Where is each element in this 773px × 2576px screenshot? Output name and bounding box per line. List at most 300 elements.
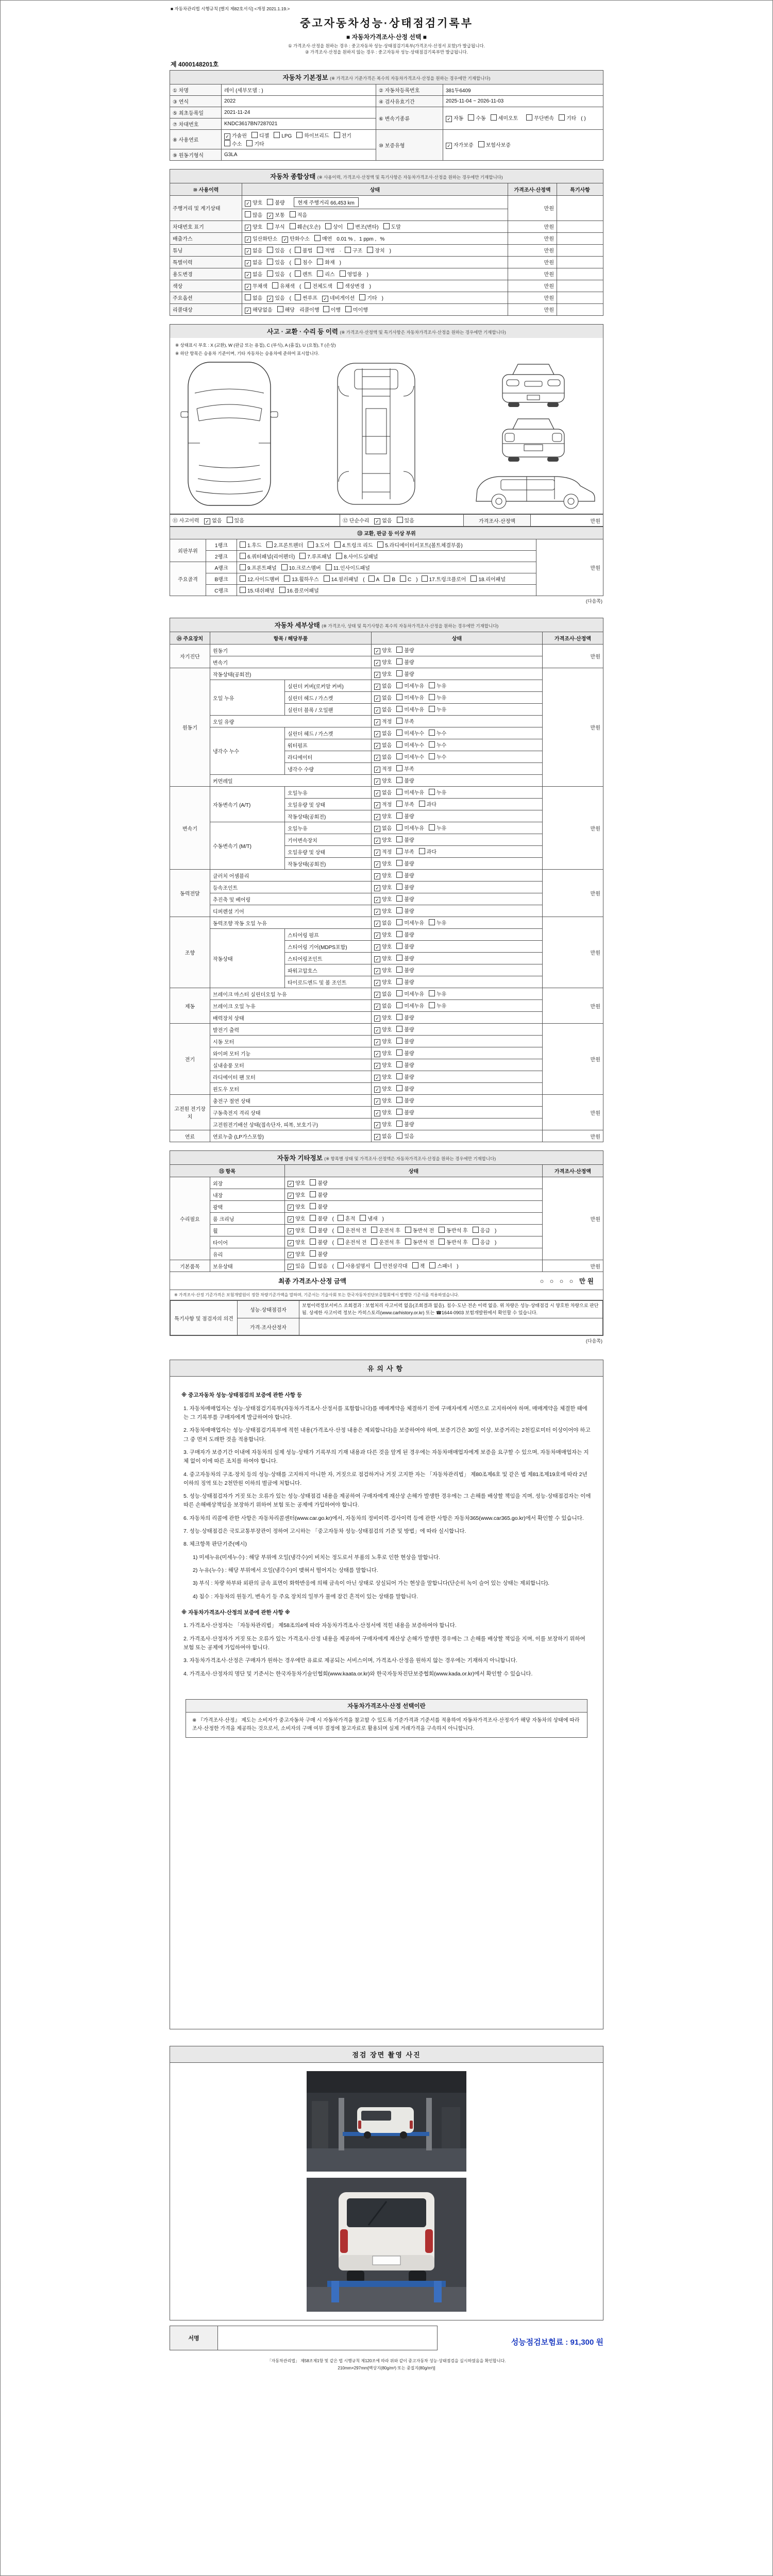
checkbox-option[interactable] — [396, 693, 424, 701]
checkbox-option[interactable] — [396, 1073, 414, 1080]
checkbox-option[interactable] — [338, 1238, 366, 1246]
checkbox-icon[interactable] — [396, 718, 402, 724]
checkbox-option[interactable] — [317, 246, 334, 254]
checkbox-option[interactable] — [267, 223, 284, 230]
checkbox-option[interactable] — [340, 270, 362, 278]
checkbox-option[interactable] — [374, 824, 392, 832]
checkbox-option[interactable] — [374, 1013, 392, 1022]
checkbox-icon[interactable] — [367, 247, 373, 253]
checkbox-option[interactable] — [429, 682, 446, 689]
checkbox-icon[interactable] — [396, 836, 402, 842]
checkbox-option[interactable] — [405, 1226, 434, 1234]
checkbox-option[interactable] — [374, 930, 392, 939]
checkbox-icon[interactable]: ✓ — [374, 696, 380, 702]
checkbox-icon[interactable]: ✓ — [374, 897, 380, 903]
checkbox-option[interactable] — [347, 223, 378, 230]
checkbox-icon[interactable]: ✓ — [374, 956, 380, 962]
checkbox-option[interactable] — [374, 1108, 392, 1116]
checkbox-icon[interactable] — [396, 1014, 402, 1020]
checkbox-option[interactable] — [266, 541, 304, 549]
checkbox-option[interactable] — [429, 705, 446, 713]
checkbox-icon[interactable]: ✓ — [374, 1063, 380, 1069]
checkbox-icon[interactable] — [325, 223, 331, 229]
checkbox-option[interactable] — [337, 282, 365, 290]
checkbox-icon[interactable] — [296, 132, 303, 138]
checkbox-icon[interactable] — [396, 919, 402, 925]
checkbox-icon[interactable]: ✓ — [374, 921, 380, 927]
checkbox-icon[interactable] — [240, 587, 246, 593]
checkbox-option[interactable] — [396, 1025, 414, 1033]
checkbox-option[interactable] — [396, 1049, 414, 1057]
checkbox-icon[interactable] — [246, 140, 253, 146]
checkbox-option[interactable] — [288, 1226, 305, 1234]
checkbox-icon[interactable] — [473, 1239, 479, 1245]
checkbox-icon[interactable]: ✓ — [245, 225, 251, 231]
checkbox-option[interactable] — [396, 966, 414, 974]
checkbox-icon[interactable] — [470, 575, 477, 582]
checkbox-option[interactable] — [396, 871, 414, 879]
checkbox-option[interactable] — [374, 859, 392, 868]
checkbox-option[interactable] — [374, 1096, 392, 1105]
checkbox-option[interactable] — [240, 586, 275, 594]
checkbox-option[interactable] — [267, 246, 284, 254]
checkbox-icon[interactable] — [290, 211, 296, 217]
checkbox-icon[interactable]: ✓ — [374, 944, 380, 951]
checkbox-option[interactable] — [446, 141, 474, 149]
checkbox-option[interactable] — [308, 541, 330, 549]
checkbox-option[interactable] — [429, 753, 446, 760]
checkbox-option[interactable] — [374, 516, 392, 524]
checkbox-icon[interactable] — [245, 211, 251, 217]
checkbox-icon[interactable]: ✓ — [374, 873, 380, 879]
checkbox-option[interactable] — [245, 282, 267, 290]
checkbox-icon[interactable] — [384, 575, 390, 582]
checkbox-option[interactable] — [267, 270, 284, 278]
checkbox-icon[interactable]: ✓ — [374, 909, 380, 915]
checkbox-icon[interactable] — [396, 741, 402, 748]
checkbox-icon[interactable] — [429, 919, 435, 925]
checkbox-icon[interactable] — [468, 114, 474, 121]
checkbox-option[interactable] — [310, 1250, 327, 1258]
checkbox-icon[interactable]: ✓ — [374, 1122, 380, 1128]
checkbox-icon[interactable] — [396, 1061, 402, 1067]
checkbox-option[interactable] — [429, 1002, 446, 1009]
checkbox-icon[interactable]: ✓ — [374, 980, 380, 986]
checkbox-icon[interactable] — [227, 517, 233, 523]
checkbox-icon[interactable] — [317, 247, 323, 253]
checkbox-option[interactable] — [323, 306, 341, 313]
checkbox-icon[interactable]: ✓ — [288, 1181, 294, 1187]
checkbox-option[interactable] — [429, 729, 446, 737]
checkbox-icon[interactable] — [338, 1239, 344, 1245]
checkbox-icon[interactable] — [396, 1002, 402, 1008]
checkbox-option[interactable] — [267, 198, 284, 206]
checkbox-option[interactable] — [374, 871, 392, 879]
checkbox-option[interactable] — [305, 282, 332, 290]
checkbox-option[interactable] — [375, 1262, 407, 1269]
checkbox-icon[interactable]: ✓ — [446, 116, 452, 122]
checkbox-icon[interactable] — [396, 730, 402, 736]
checkbox-option[interactable] — [396, 717, 414, 725]
checkbox-option[interactable] — [204, 516, 222, 524]
checkbox-option[interactable] — [267, 294, 284, 302]
checkbox-option[interactable] — [470, 575, 506, 583]
checkbox-icon[interactable] — [272, 282, 278, 289]
checkbox-option[interactable] — [288, 1250, 305, 1258]
checkbox-icon[interactable] — [310, 1179, 316, 1185]
checkbox-option[interactable] — [374, 848, 392, 856]
checkbox-icon[interactable]: ✓ — [288, 1193, 294, 1199]
checkbox-icon[interactable] — [396, 860, 402, 866]
checkbox-icon[interactable]: ✓ — [374, 731, 380, 737]
checkbox-option[interactable] — [374, 1061, 392, 1069]
checkbox-icon[interactable] — [429, 730, 435, 736]
checkbox-icon[interactable] — [396, 812, 402, 819]
checkbox-option[interactable] — [345, 246, 362, 254]
checkbox-icon[interactable]: ✓ — [267, 296, 273, 302]
checkbox-option[interactable] — [374, 776, 392, 785]
checkbox-option[interactable] — [227, 516, 244, 524]
checkbox-option[interactable] — [295, 294, 317, 301]
checkbox-icon[interactable]: ✓ — [374, 1027, 380, 1033]
checkbox-option[interactable] — [429, 824, 446, 832]
checkbox-option[interactable] — [371, 1226, 400, 1234]
checkbox-option[interactable] — [396, 1120, 414, 1128]
checkbox-option[interactable] — [246, 140, 264, 147]
checkbox-option[interactable] — [468, 114, 485, 122]
checkbox-icon[interactable]: ✓ — [374, 968, 380, 974]
checkbox-icon[interactable] — [412, 1262, 418, 1268]
checkbox-option[interactable] — [429, 990, 446, 997]
checkbox-option[interactable] — [396, 883, 414, 891]
checkbox-icon[interactable] — [396, 967, 402, 973]
checkbox-option[interactable] — [360, 1214, 377, 1222]
checkbox-option[interactable] — [374, 682, 392, 690]
checkbox-option[interactable] — [429, 919, 446, 926]
checkbox-icon[interactable] — [295, 270, 301, 277]
checkbox-option[interactable] — [374, 741, 392, 749]
checkbox-icon[interactable]: ✓ — [245, 236, 251, 243]
checkbox-icon[interactable] — [240, 575, 246, 582]
checkbox-option[interactable] — [272, 282, 295, 290]
checkbox-option[interactable] — [274, 132, 292, 139]
checkbox-icon[interactable] — [326, 564, 332, 570]
checkbox-icon[interactable]: ✓ — [374, 1004, 380, 1010]
checkbox-icon[interactable] — [396, 1085, 402, 1091]
checkbox-option[interactable] — [325, 223, 343, 230]
checkbox-icon[interactable] — [396, 706, 402, 712]
checkbox-icon[interactable] — [429, 741, 435, 748]
checkbox-icon[interactable]: ✓ — [374, 1134, 380, 1140]
checkbox-option[interactable] — [317, 270, 334, 278]
checkbox-option[interactable] — [324, 575, 359, 583]
checkbox-icon[interactable] — [429, 753, 435, 759]
checkbox-option[interactable] — [224, 131, 247, 140]
checkbox-icon[interactable]: ✓ — [288, 1252, 294, 1258]
checkbox-icon[interactable]: ✓ — [374, 885, 380, 891]
checkbox-icon[interactable]: ✓ — [374, 802, 380, 808]
checkbox-icon[interactable] — [429, 706, 435, 712]
checkbox-icon[interactable] — [396, 931, 402, 937]
checkbox-icon[interactable] — [396, 895, 402, 902]
checkbox-icon[interactable]: ✓ — [374, 648, 380, 654]
checkbox-option[interactable] — [374, 1073, 392, 1081]
checkbox-option[interactable] — [429, 788, 446, 796]
checkbox-icon[interactable]: ✓ — [245, 260, 251, 266]
checkbox-icon[interactable] — [396, 1109, 402, 1115]
checkbox-option[interactable] — [478, 141, 511, 148]
checkbox-icon[interactable] — [396, 789, 402, 795]
checkbox-icon[interactable] — [279, 587, 285, 593]
checkbox-option[interactable] — [288, 1262, 305, 1270]
checkbox-icon[interactable] — [324, 575, 330, 582]
checkbox-icon[interactable]: ✓ — [224, 133, 230, 140]
checkbox-icon[interactable] — [396, 955, 402, 961]
checkbox-icon[interactable] — [317, 270, 323, 277]
checkbox-option[interactable] — [240, 564, 277, 571]
checkbox-icon[interactable] — [347, 223, 354, 229]
checkbox-icon[interactable] — [439, 1239, 445, 1245]
checkbox-icon[interactable] — [429, 789, 435, 795]
checkbox-icon[interactable]: ✓ — [245, 200, 251, 207]
checkbox-icon[interactable] — [340, 270, 346, 277]
checkbox-option[interactable] — [405, 1238, 434, 1246]
checkbox-option[interactable] — [400, 575, 411, 583]
checkbox-option[interactable] — [281, 564, 321, 571]
checkbox-option[interactable] — [396, 1108, 414, 1116]
checkbox-icon[interactable]: ✓ — [288, 1264, 294, 1270]
checkbox-option[interactable] — [419, 848, 436, 855]
checkbox-option[interactable] — [240, 575, 279, 583]
checkbox-icon[interactable] — [491, 114, 497, 121]
checkbox-option[interactable] — [396, 788, 424, 796]
checkbox-icon[interactable] — [295, 294, 301, 300]
checkbox-option[interactable] — [429, 1262, 452, 1269]
checkbox-option[interactable] — [282, 234, 310, 243]
checkbox-icon[interactable] — [422, 575, 428, 582]
checkbox-option[interactable] — [245, 198, 262, 207]
checkbox-icon[interactable] — [396, 907, 402, 913]
checkbox-option[interactable] — [317, 258, 334, 266]
checkbox-option[interactable] — [374, 1084, 392, 1093]
checkbox-option[interactable] — [240, 552, 295, 560]
checkbox-option[interactable] — [396, 919, 424, 926]
checkbox-option[interactable] — [374, 800, 392, 808]
checkbox-option[interactable] — [396, 848, 414, 855]
checkbox-icon[interactable] — [310, 1191, 316, 1197]
checkbox-icon[interactable] — [400, 575, 406, 582]
checkbox-option[interactable] — [338, 1214, 355, 1222]
checkbox-icon[interactable] — [345, 247, 351, 253]
checkbox-option[interactable] — [245, 270, 262, 278]
checkbox-option[interactable] — [396, 824, 424, 832]
checkbox-icon[interactable] — [359, 294, 365, 300]
checkbox-icon[interactable] — [317, 259, 323, 265]
checkbox-option[interactable] — [439, 1238, 467, 1246]
checkbox-icon[interactable] — [267, 247, 273, 253]
checkbox-icon[interactable] — [473, 1227, 479, 1233]
checkbox-icon[interactable] — [360, 1215, 366, 1221]
checkbox-option[interactable] — [396, 765, 414, 772]
checkbox-icon[interactable] — [224, 140, 230, 146]
checkbox-icon[interactable] — [371, 1227, 377, 1233]
checkbox-icon[interactable] — [336, 553, 342, 559]
checkbox-icon[interactable] — [405, 1227, 411, 1233]
checkbox-icon[interactable] — [290, 223, 296, 229]
checkbox-icon[interactable] — [284, 575, 290, 582]
checkbox-icon[interactable] — [323, 306, 329, 312]
checkbox-option[interactable] — [245, 223, 262, 231]
checkbox-option[interactable] — [396, 942, 414, 950]
checkbox-option[interactable] — [383, 223, 401, 230]
checkbox-option[interactable] — [374, 812, 392, 820]
checkbox-option[interactable] — [396, 1002, 424, 1009]
checkbox-option[interactable] — [491, 114, 518, 122]
checkbox-option[interactable] — [279, 586, 319, 594]
checkbox-icon[interactable] — [267, 270, 273, 277]
checkbox-option[interactable] — [277, 306, 295, 313]
checkbox-icon[interactable] — [396, 1121, 402, 1127]
checkbox-icon[interactable] — [396, 1038, 402, 1044]
checkbox-option[interactable] — [396, 1061, 414, 1069]
checkbox-icon[interactable] — [396, 824, 402, 831]
checkbox-option[interactable] — [284, 575, 319, 583]
checkbox-option[interactable] — [245, 294, 262, 301]
checkbox-option[interactable] — [288, 1202, 305, 1211]
checkbox-option[interactable] — [336, 552, 378, 560]
checkbox-option[interactable] — [377, 541, 462, 549]
checkbox-option[interactable] — [251, 131, 269, 139]
checkbox-option[interactable] — [396, 753, 424, 760]
checkbox-icon[interactable] — [375, 1262, 381, 1268]
checkbox-option[interactable] — [224, 140, 242, 147]
checkbox-icon[interactable]: ✓ — [374, 861, 380, 868]
checkbox-icon[interactable]: ✓ — [374, 826, 380, 832]
checkbox-icon[interactable] — [310, 1203, 316, 1209]
checkbox-icon[interactable]: ✓ — [374, 1110, 380, 1116]
checkbox-option[interactable] — [295, 270, 312, 278]
checkbox-option[interactable] — [374, 895, 392, 903]
checkbox-option[interactable] — [396, 930, 414, 938]
checkbox-option[interactable] — [526, 114, 554, 122]
checkbox-icon[interactable]: ✓ — [267, 213, 273, 219]
checkbox-icon[interactable]: ✓ — [374, 778, 380, 785]
signature-field[interactable] — [218, 2326, 438, 2350]
checkbox-icon[interactable] — [305, 282, 311, 289]
checkbox-icon[interactable] — [310, 1250, 316, 1257]
checkbox-icon[interactable] — [396, 658, 402, 665]
checkbox-icon[interactable]: ✓ — [374, 790, 380, 796]
checkbox-icon[interactable] — [396, 1132, 402, 1139]
checkbox-icon[interactable]: ✓ — [374, 660, 380, 666]
checkbox-option[interactable] — [374, 717, 392, 725]
checkbox-option[interactable] — [396, 705, 424, 713]
checkbox-icon[interactable]: ✓ — [374, 1087, 380, 1093]
checkbox-icon[interactable]: ✓ — [374, 1051, 380, 1057]
checkbox-icon[interactable]: ✓ — [374, 707, 380, 714]
checkbox-option[interactable] — [396, 978, 414, 986]
checkbox-option[interactable] — [429, 693, 446, 701]
checkbox-option[interactable] — [374, 693, 392, 702]
checkbox-option[interactable] — [396, 682, 424, 689]
checkbox-icon[interactable] — [277, 306, 283, 312]
checkbox-option[interactable] — [310, 1191, 327, 1198]
checkbox-icon[interactable]: ✓ — [288, 1240, 294, 1246]
checkbox-option[interactable] — [345, 306, 368, 313]
checkbox-option[interactable] — [295, 258, 312, 266]
checkbox-option[interactable] — [338, 1262, 370, 1269]
checkbox-option[interactable] — [374, 919, 392, 927]
checkbox-option[interactable] — [322, 294, 355, 302]
checkbox-icon[interactable] — [245, 294, 251, 300]
checkbox-option[interactable] — [396, 1084, 414, 1092]
checkbox-option[interactable] — [374, 1025, 392, 1033]
checkbox-option[interactable] — [396, 954, 414, 962]
checkbox-icon[interactable] — [310, 1227, 316, 1233]
checkbox-option[interactable] — [396, 1037, 414, 1045]
checkbox-option[interactable] — [396, 907, 414, 914]
checkbox-option[interactable] — [245, 246, 262, 255]
checkbox-option[interactable] — [371, 1238, 400, 1246]
checkbox-option[interactable] — [374, 670, 392, 678]
checkbox-option[interactable] — [290, 223, 321, 230]
checkbox-icon[interactable]: ✓ — [374, 767, 380, 773]
checkbox-icon[interactable] — [396, 884, 402, 890]
checkbox-option[interactable] — [374, 1037, 392, 1045]
checkbox-icon[interactable]: ✓ — [374, 755, 380, 761]
checkbox-icon[interactable] — [334, 132, 340, 138]
checkbox-icon[interactable]: ✓ — [288, 1216, 294, 1223]
checkbox-option[interactable] — [419, 800, 436, 808]
checkbox-option[interactable] — [374, 1120, 392, 1128]
checkbox-icon[interactable] — [429, 694, 435, 700]
checkbox-option[interactable] — [245, 234, 277, 243]
checkbox-option[interactable] — [368, 575, 380, 583]
checkbox-option[interactable] — [296, 131, 329, 139]
checkbox-option[interactable] — [374, 883, 392, 891]
checkbox-icon[interactable] — [396, 1049, 402, 1056]
checkbox-icon[interactable] — [240, 541, 246, 548]
checkbox-icon[interactable] — [396, 670, 402, 676]
checkbox-icon[interactable] — [396, 682, 402, 688]
checkbox-option[interactable] — [374, 765, 392, 773]
checkbox-icon[interactable] — [396, 1073, 402, 1079]
checkbox-icon[interactable] — [396, 801, 402, 807]
checkbox-option[interactable] — [310, 1214, 327, 1222]
checkbox-icon[interactable]: ✓ — [374, 814, 380, 820]
checkbox-icon[interactable] — [368, 575, 375, 582]
checkbox-icon[interactable]: ✓ — [374, 719, 380, 725]
checkbox-icon[interactable] — [419, 848, 425, 854]
checkbox-icon[interactable] — [396, 943, 402, 949]
checkbox-option[interactable] — [374, 907, 392, 915]
checkbox-icon[interactable] — [345, 306, 351, 312]
checkbox-option[interactable] — [267, 258, 284, 266]
checkbox-option[interactable] — [396, 776, 414, 784]
checkbox-icon[interactable] — [240, 553, 246, 559]
checkbox-option[interactable] — [310, 1262, 327, 1269]
checkbox-icon[interactable] — [310, 1239, 316, 1245]
checkbox-option[interactable] — [374, 990, 392, 998]
checkbox-option[interactable] — [396, 646, 414, 654]
checkbox-icon[interactable] — [274, 132, 280, 138]
checkbox-option[interactable] — [374, 1132, 392, 1140]
checkbox-option[interactable] — [473, 1238, 490, 1246]
checkbox-icon[interactable] — [429, 1002, 435, 1008]
checkbox-option[interactable] — [374, 966, 392, 974]
checkbox-option[interactable] — [290, 211, 307, 218]
checkbox-option[interactable] — [396, 729, 424, 737]
